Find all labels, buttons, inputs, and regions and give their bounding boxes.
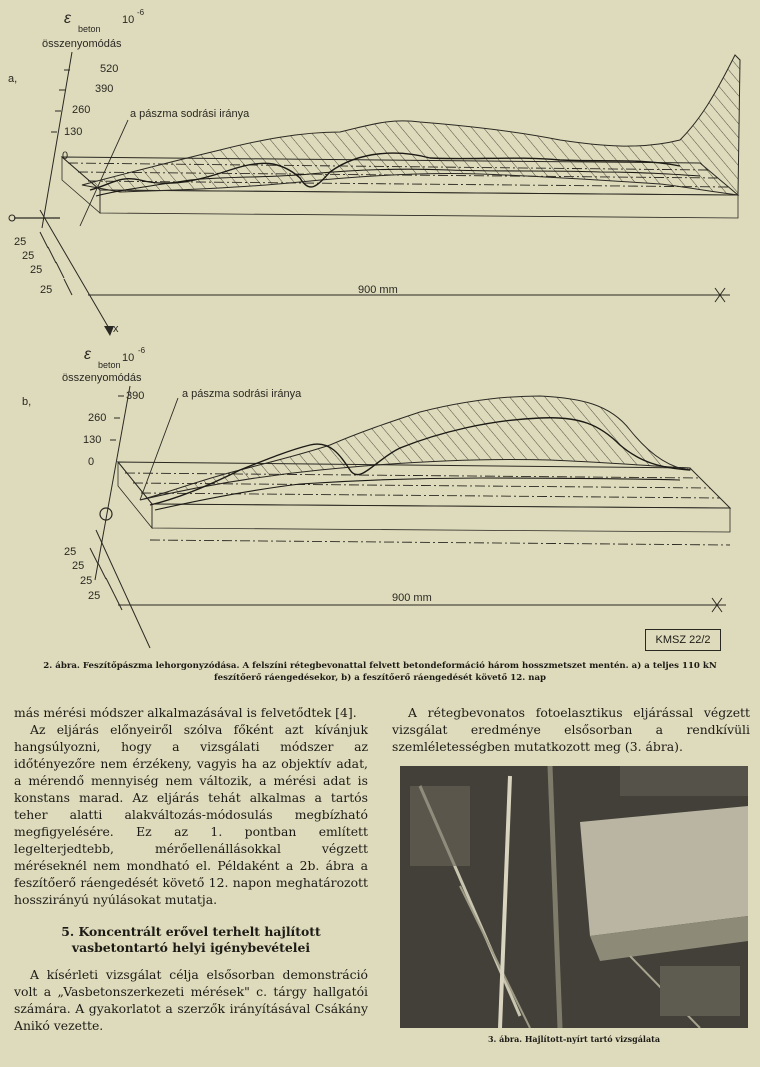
left-column: [14, 704, 368, 1034]
figure-3-photo: [400, 766, 748, 1028]
tick-label: 260: [88, 412, 107, 424]
figure-2-caption: 2. ábra. Feszítőpászma lehorgonyzódása. A felszíni rétegbevonattal felvett betondeformáció három hosszmetszet mentén. a) a teljes 110 kN feszítőerő ráengedésekor, b) a feszítőerő ráengedését követő 12. nap: [43, 661, 717, 683]
paragraph: más mérési módszer alkalmazásával is felvetődtek [4].: [14, 705, 357, 720]
exponent-sup: -6: [137, 8, 145, 17]
spacing-label: 25: [40, 284, 53, 296]
tick-label: 130: [83, 434, 102, 446]
tick-label: 130: [64, 126, 83, 138]
tick-label: 0: [62, 150, 69, 162]
section-heading: 5. Koncentrált erővel terhelt hajlított vasbetontartó helyi igénybevételei: [61, 924, 321, 955]
paragraph: A kísérleti vizsgálat célja elsősorban demonstráció volt a „Vasbetonszerkezeti mérések" c. tárgy hallgatói számára. A gyakorlatot a szerzők irányításával Csákány Anikó vezette.: [14, 967, 368, 1033]
tick-label: 260: [72, 104, 91, 116]
spacing-label: 25: [80, 575, 93, 587]
exponent-base: 10: [122, 352, 135, 364]
x-axis-label: x: [113, 323, 119, 335]
annotation-label: a pászma sodrási iránya: [182, 388, 302, 400]
figure-3-caption: 3. ábra. Hajlított-nyírt tartó vizsgálata: [487, 1034, 661, 1044]
length-label: 900 mm: [392, 592, 432, 604]
unit-label: összenyomódás: [62, 372, 142, 384]
epsilon-symbol: ε: [64, 10, 72, 27]
tick-label: 520: [100, 63, 119, 75]
right-column: [392, 704, 750, 755]
epsilon-subscript: beton: [78, 24, 101, 34]
figure-stamp: KMSZ 22/2: [645, 629, 721, 651]
annotation-label: a pászma sodrási iránya: [130, 108, 250, 120]
paragraph: A rétegbevonatos fotoelasztikus eljárással végzett vizsgálat eredménye elsősorban a rendkívüli szemléletességben mutatkozott meg (3. ábra).: [392, 705, 750, 754]
tick-label: 0: [88, 456, 95, 468]
panel-a-label: a,: [8, 73, 18, 85]
tick-label: 390: [126, 390, 145, 402]
epsilon-subscript: beton: [98, 360, 121, 370]
length-label: 900 mm: [358, 284, 398, 296]
tick-label: 390: [95, 83, 114, 95]
spacing-label: 25: [14, 236, 27, 248]
epsilon-symbol: ε: [84, 346, 92, 363]
spacing-label: 25: [30, 264, 43, 276]
exponent-sup: -6: [138, 346, 146, 355]
paragraph: Az eljárás előnyeiről szólva főként azt kívánjuk hangsúlyozni, hogy a vizsgálati módszer az időtényezőre nem érzékeny, vagyis ha az objektív adat, a mérendő mennyiség nem változik, a mérési adat is konstans marad. Az eljárás tehát alkalmas a tartós teher alatti alakváltozás-módosulás megbízható megfigyelésére. Ez az 1. pontban említett legelterjedtebb, mérőellenállásokkal végzett méréseknél nem mondható el. Példaként a 2b. ábra a feszítőerő ráengedését követő 12. napon meghatározott hosszirányú nyúlásokat mutatja.: [14, 722, 368, 907]
panel-b: [90, 386, 730, 648]
panel-b-label: b,: [22, 396, 32, 408]
spacing-label: 25: [64, 546, 77, 558]
spacing-label: 25: [22, 250, 35, 262]
spacing-label: 25: [72, 560, 85, 572]
exponent-base: 10: [122, 14, 135, 26]
spacing-label: 25: [88, 590, 101, 602]
photo-image: [400, 766, 748, 1028]
unit-label: összenyomódás: [42, 38, 122, 50]
